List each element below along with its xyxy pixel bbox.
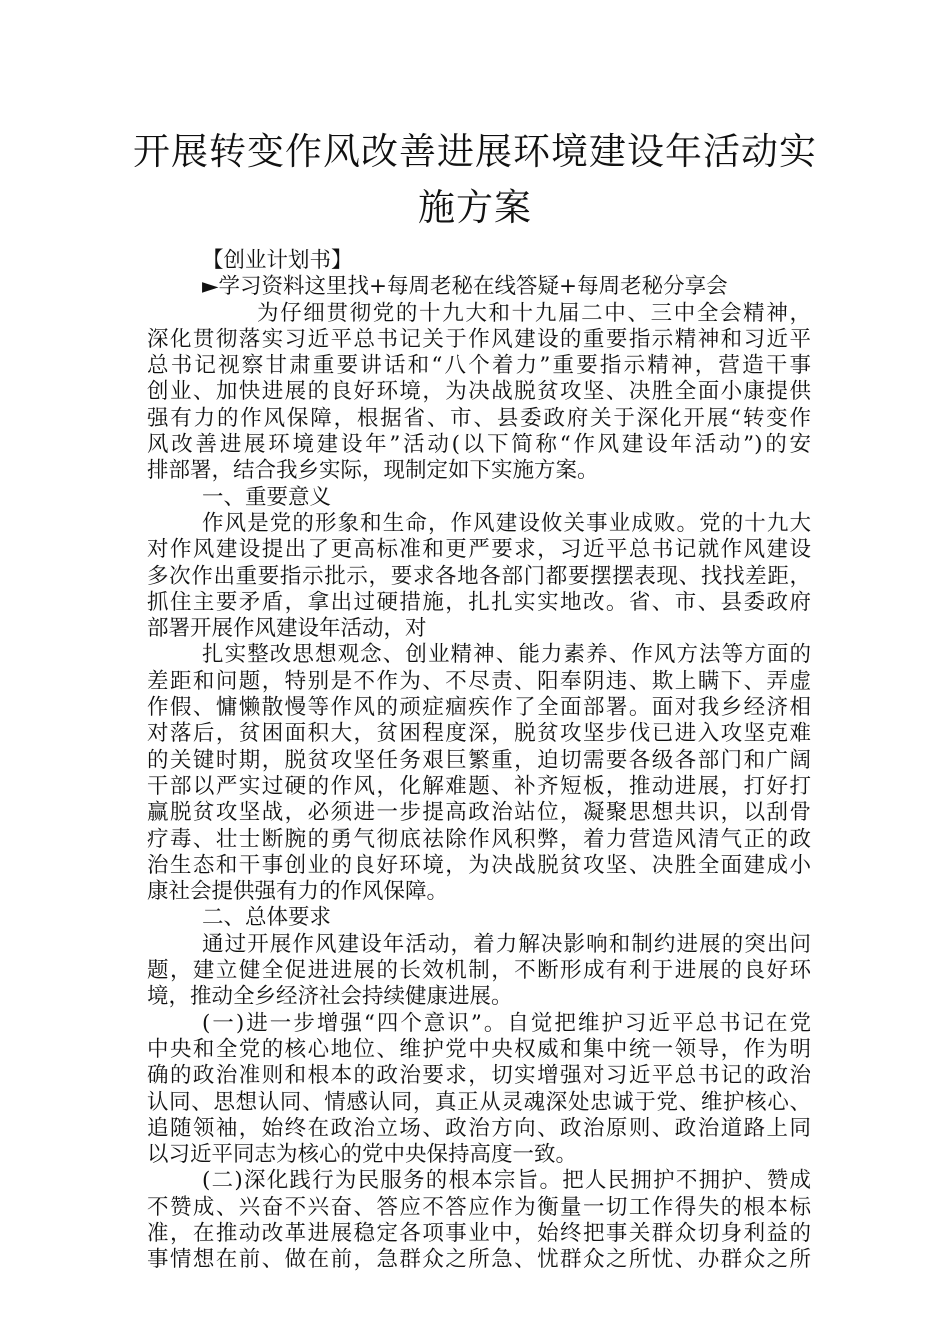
text-line: (二)深化践行为民服务的根本宗旨。把人民拥护不拥护、赞成 <box>202 1168 811 1194</box>
title-line-1: 开展转变作风改善进展环境建设年活动实 <box>133 130 817 173</box>
text-line: (一)进一步增强“四个意识”。自觉把维护习近平总书记在党 <box>202 1010 811 1036</box>
text-line: 深化贯彻落实习近平总书记关于作风建设的重要指示精神和习近平 <box>147 326 811 352</box>
text-line: ►学习资料这里找+每周老秘在线答疑+每周老秘分享会 <box>202 274 728 300</box>
text-line: 事情想在前、做在前，急群众之所急、忧群众之所忧、办群众之所 <box>147 1247 811 1273</box>
text-line: 为仔细贯彻党的十九大和十九届二中、三中全会精神， <box>257 300 811 326</box>
text-line: 二、总体要求 <box>202 905 332 931</box>
text-line: 干部以严实过硬的作风，化解难题、补齐短板，推动进展，打好打 <box>147 773 811 799</box>
text-line: 的关键时期，脱贫攻坚任务艰巨繁重，迫切需要各级各部门和广阔 <box>147 747 811 773</box>
text-line: 一、重要意义 <box>202 484 332 510</box>
text-line: 境，推动全乡经济社会持续健康进展。 <box>147 984 513 1010</box>
text-line: 作风是党的形象和生命，作风建设攸关事业成败。党的十九大 <box>202 510 811 536</box>
text-line: 中央和全党的核心地位、维护党中央权威和集中统一领导，作为明 <box>147 1036 811 1062</box>
text-line: 追随领袖，始终在政治立场、政治方向、政治原则、政治道路上同 <box>147 1115 811 1141</box>
text-line: 总书记视察甘肃重要讲话和“八个着力”重要指示精神，营造干事 <box>147 353 811 379</box>
text-line: 不赞成、兴奋不兴奋、答应不答应作为衡量一切工作得失的根本标 <box>147 1194 811 1220</box>
text-line: 认同、思想认同、情感认同，真正从灵魂深处忠诚于党、维护核心、 <box>147 1089 811 1115</box>
text-line: 排部署，结合我乡实际，现制定如下实施方案。 <box>147 458 599 484</box>
text-line: 多次作出重要指示批示，要求各地各部门都要摆摆表现、找找差距， <box>147 563 811 589</box>
text-line: 以习近平同志为核心的党中央保持高度一致。 <box>147 1142 578 1168</box>
document-title <box>130 124 820 236</box>
text-line: 强有力的作风保障，根据省、市、县委政府关于深化开展“转变作 <box>147 405 811 431</box>
text-line: 疗毒、壮士断腕的勇气彻底祛除作风积弊，着力营造风清气正的政 <box>147 826 811 852</box>
text-line: 通过开展作风建设年活动，着力解决影响和制约进展的突出问 <box>202 931 811 957</box>
text-line: 抓住主要矛盾，拿出过硬措施，扎扎实实地改。省、市、县委政府 <box>147 589 811 615</box>
text-line: 确的政治准则和根本的政治要求，切实增强对习近平总书记的政治 <box>147 1063 811 1089</box>
title-line-2: 施方案 <box>418 186 532 229</box>
text-line: 部署开展作风建设年活动，对 <box>147 616 427 642</box>
text-line: 创业、加快进展的良好环境，为决战脱贫攻坚、决胜全面小康提供 <box>147 379 811 405</box>
text-line: 题，建立健全促进进展的长效机制，不断形成有利于进展的良好环 <box>147 958 811 984</box>
text-line: 扎实整改思想观念、创业精神、能力素养、作风方法等方面的 <box>202 642 811 668</box>
text-line: 准，在推动改革进展稳定各项事业中，始终把事关群众切身利益的 <box>147 1220 811 1246</box>
text-line: 赢脱贫攻坚战，必须进一步提高政治站位，凝聚思想共识，以刮骨 <box>147 800 811 826</box>
text-line: 治生态和干事创业的良好环境，为决战脱贫攻坚、决胜全面建成小 <box>147 852 811 878</box>
text-line: 【创业计划书】 <box>202 248 353 273</box>
text-line: 对作风建设提出了更高标准和更严要求，习近平总书记就作风建设 <box>147 537 811 563</box>
text-line: 作假、慵懒散慢等作风的顽症痼疾作了全面部署。面对我乡经济相 <box>147 695 811 721</box>
text-line: 对落后，贫困面积大，贫困程度深，脱贫攻坚步伐已进入攻坚克难 <box>147 721 811 747</box>
text-line: 风改善进展环境建设年”活动(以下简称“作风建设年活动”)的安 <box>147 432 811 458</box>
text-line: 差距和问题，特别是不作为、不尽责、阳奉阴违、欺上瞒下、弄虚 <box>147 668 811 694</box>
text-line: 康社会提供强有力的作风保障。 <box>147 879 449 905</box>
document-body <box>147 248 811 1274</box>
